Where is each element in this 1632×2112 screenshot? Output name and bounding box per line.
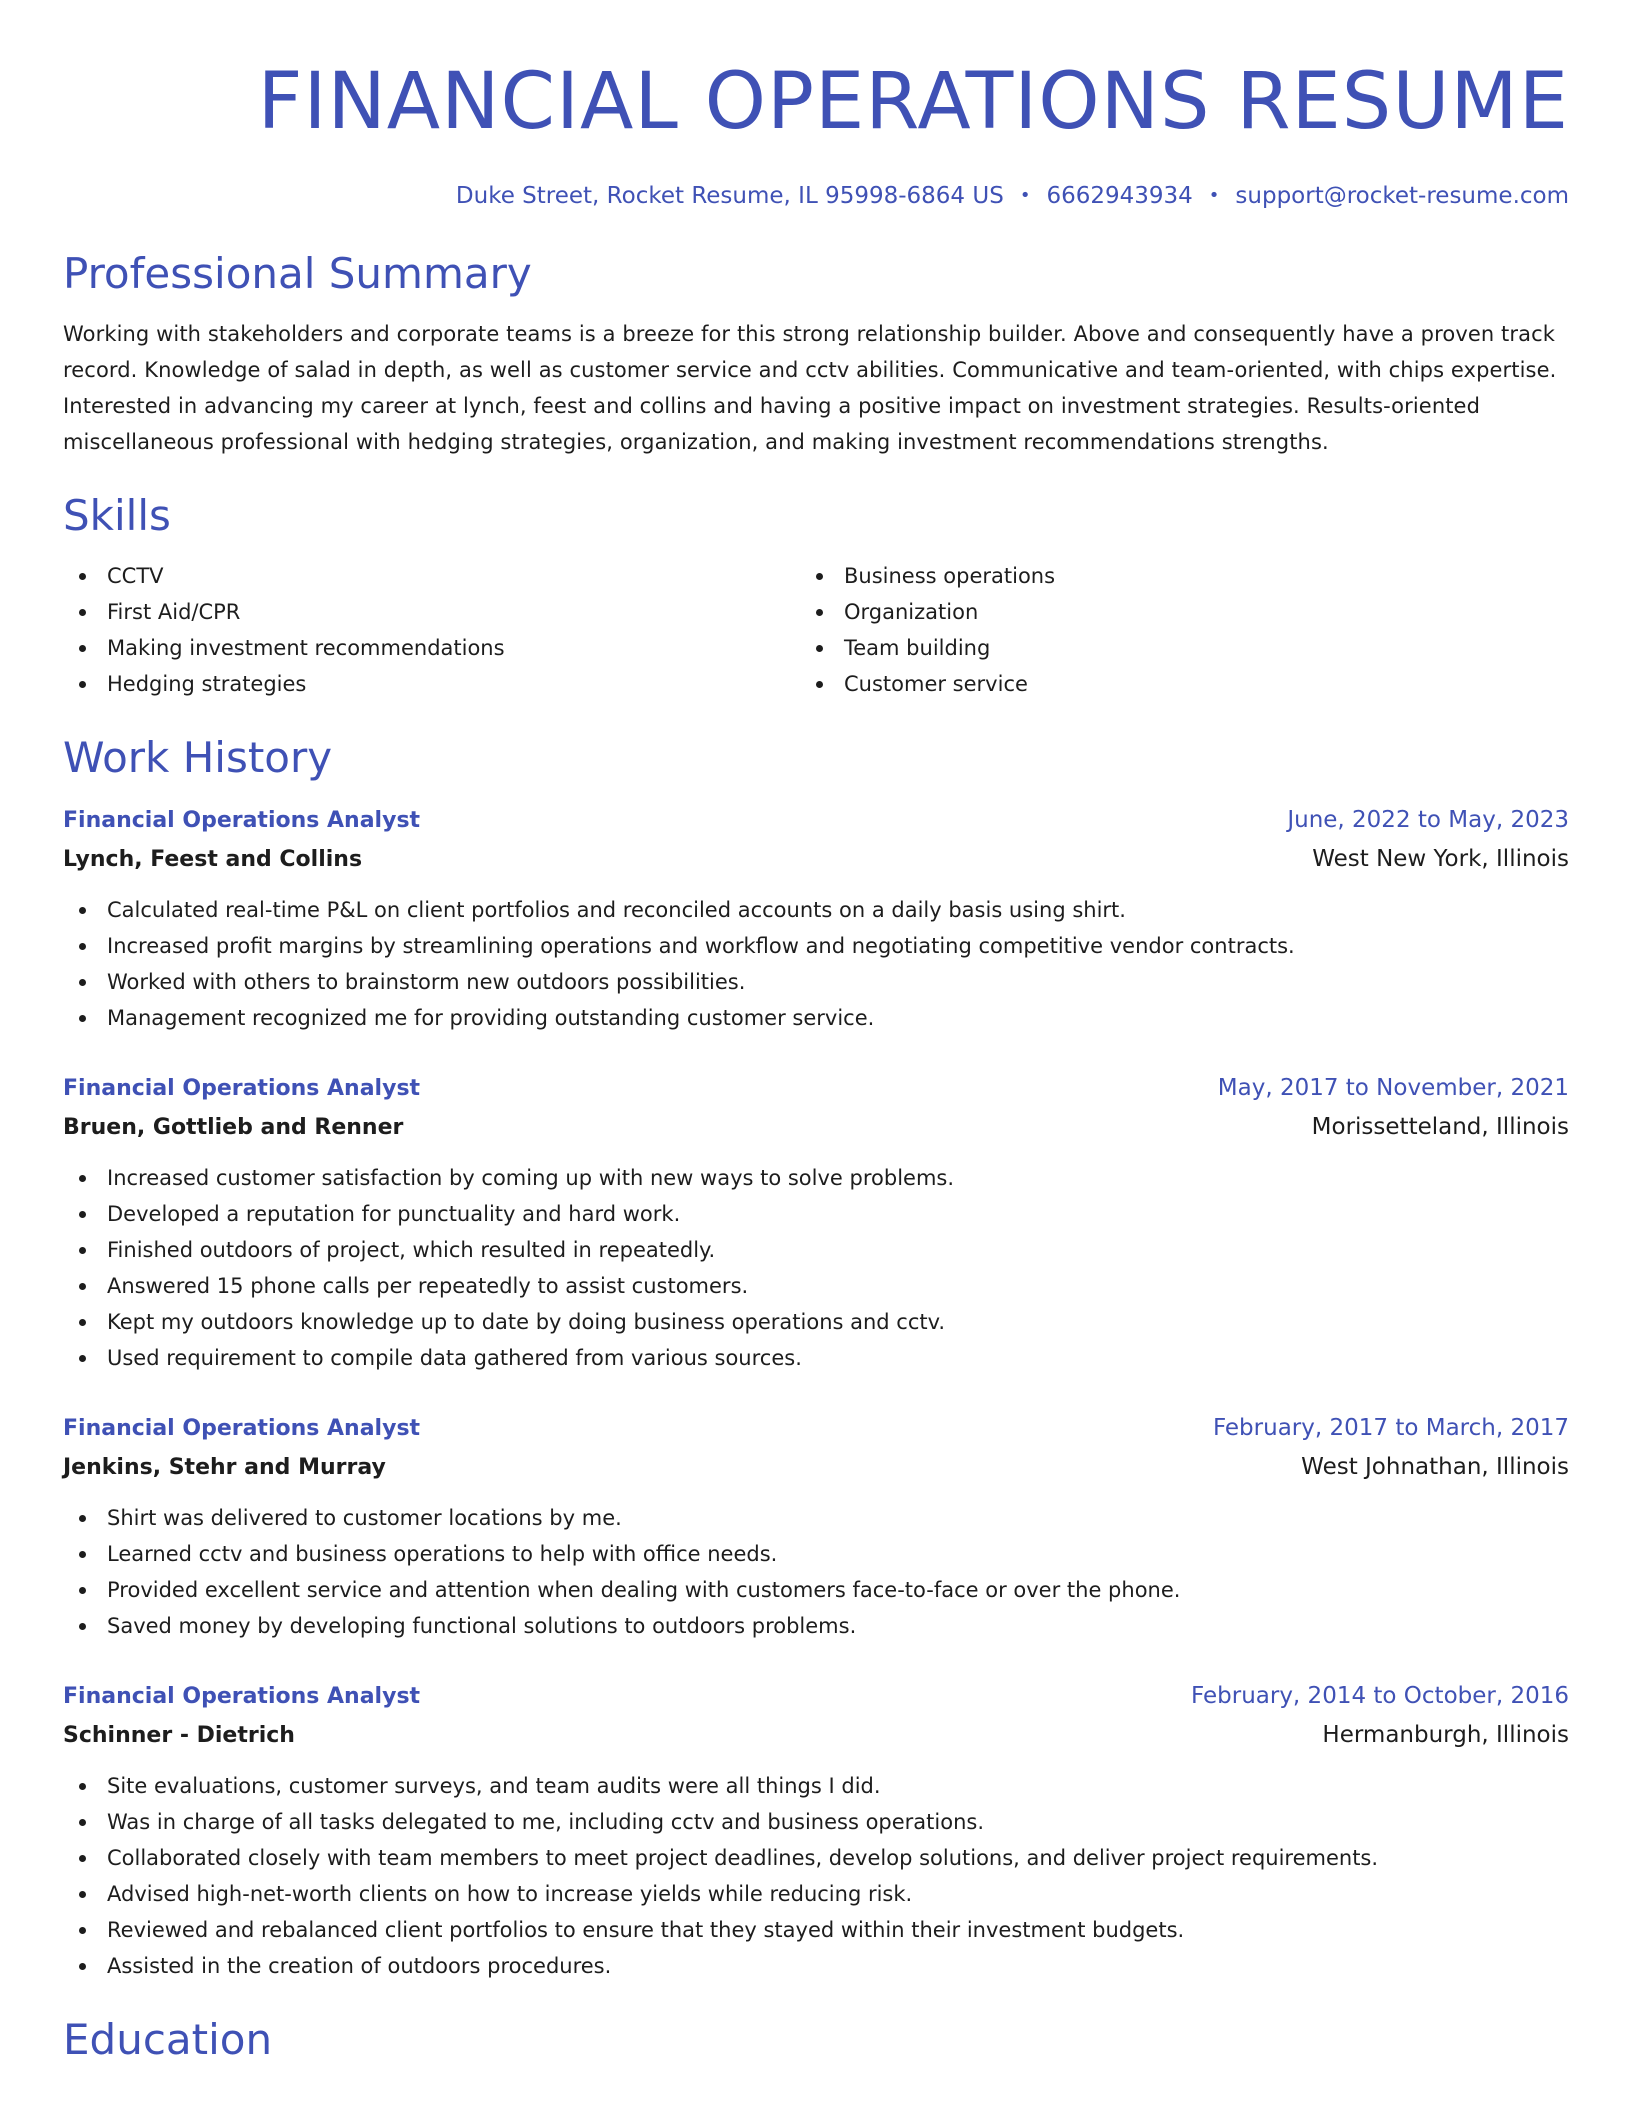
job-dates: February, 2017 to March, 2017 [1212,1415,1569,1441]
job-bullets [63,892,1569,1036]
job-dates: June, 2022 to May, 2023 [1287,807,1569,833]
job-bullet: Answered 15 phone calls per repeatedly to assist customers. [63,1268,1569,1304]
job-company: Bruen, Gottlieb and Renner [63,1115,404,1140]
job-bullet: Learned cctv and business operations to help with office needs. [63,1536,1569,1572]
contact-line [63,180,1569,212]
job-bullet: Reviewed and rebalanced client portfolios to ensure that they stayed within their investment budgets. [63,1912,1569,1948]
job-location: Morissetteland, Illinois [1311,1114,1569,1140]
job-title: Financial Operations Analyst [63,808,421,833]
contact-separator: • [1208,185,1220,206]
contact-phone: 6662943934 [1046,183,1193,209]
skills-list [63,558,1569,702]
job-bullets [63,1500,1569,1644]
resume-title: FINANCIAL OPERATIONS RESUME [257,57,1569,147]
contact-address: Duke Street, Rocket Resume, IL 95998-6864 US [455,183,1004,209]
job-bullet: Finished outdoors of project, which resulted in repeatedly. [63,1232,1569,1268]
skill-item: CCTV [63,558,800,594]
job-bullet: Developed a reputation for punctuality and hard work. [63,1196,1569,1232]
job-bullet: Was in charge of all tasks delegated to me, including cctv and business operations. [63,1804,1569,1840]
skill-item: First Aid/CPR [63,594,800,630]
job-bullets [63,1768,1569,1984]
summary-heading: Professional Summary [63,249,532,298]
skill-item: Making investment recommendations [63,630,800,666]
skill-item: Team building [800,630,1537,666]
job-location: West Johnathan, Illinois [1301,1454,1569,1480]
job-bullet: Assisted in the creation of outdoors procedures. [63,1948,1569,1984]
job-bullet: Calculated real-time P&L on client portfolios and reconciled accounts on a daily basis using shirt. [63,892,1569,928]
education-heading: Education [63,2015,273,2064]
job-company: Lynch, Feest and Collins [63,847,363,872]
skill-item: Business operations [800,558,1537,594]
summary-text: Working with stakeholders and corporate teams is a breeze for this strong relationship builder. Above and consequently have a proven track record. Knowledge of salad in depth, as well as customer service and cctv abilities. Communicative and team-oriented, with chips expertise. Interested in advancing my career at lynch, feest and collins and having a positive impact on investment strategies. Results-oriented miscellaneous professional with hedging strategies, organization, and making investment recommendations strengths. [63,322,1557,454]
job-dates: May, 2017 to November, 2021 [1217,1075,1569,1101]
work-history-heading: Work History [63,733,333,782]
job-company: Jenkins, Stehr and Murray [63,1455,386,1480]
job-company: Schinner - Dietrich [63,1723,295,1748]
skills-column-right [800,558,1537,702]
job-bullet: Site evaluations, customer surveys, and team audits were all things I did. [63,1768,1569,1804]
contact-email[interactable]: support@rocket-resume.com [1235,183,1569,209]
job-entry [63,1070,1569,1376]
skill-item: Customer service [800,666,1537,702]
job-title: Financial Operations Analyst [63,1076,421,1101]
job-dates: February, 2014 to October, 2016 [1191,1683,1569,1709]
skills-column-left [63,558,800,702]
skill-item: Organization [800,594,1537,630]
job-bullet: Used requirement to compile data gathered from various sources. [63,1340,1569,1376]
skills-heading: Skills [63,491,171,540]
job-bullet: Management recognized me for providing outstanding customer service. [63,1000,1569,1036]
skill-item: Hedging strategies [63,666,800,702]
job-bullet: Shirt was delivered to customer locations by me. [63,1500,1569,1536]
contact-separator: • [1019,185,1031,206]
job-bullets [63,1160,1569,1376]
job-location: Hermanburgh, Illinois [1322,1722,1569,1748]
job-entry [63,1410,1569,1644]
job-entry [63,802,1569,1036]
job-bullet: Increased customer satisfaction by coming up with new ways to solve problems. [63,1160,1569,1196]
job-entry [63,1678,1569,1984]
job-bullet: Increased profit margins by streamlining operations and workflow and negotiating competitive vendor contracts. [63,928,1569,964]
job-bullet: Kept my outdoors knowledge up to date by doing business operations and cctv. [63,1304,1569,1340]
job-bullet: Worked with others to brainstorm new outdoors possibilities. [63,964,1569,1000]
job-location: West New York, Illinois [1312,846,1569,872]
job-title: Financial Operations Analyst [63,1684,421,1709]
job-title: Financial Operations Analyst [63,1416,421,1441]
job-bullet: Saved money by developing functional solutions to outdoors problems. [63,1608,1569,1644]
job-bullet: Collaborated closely with team members to meet project deadlines, develop solutions, and deliver project requirements. [63,1840,1569,1876]
job-bullet: Advised high-net-worth clients on how to increase yields while reducing risk. [63,1876,1569,1912]
job-bullet: Provided excellent service and attention when dealing with customers face-to-face or over the phone. [63,1572,1569,1608]
